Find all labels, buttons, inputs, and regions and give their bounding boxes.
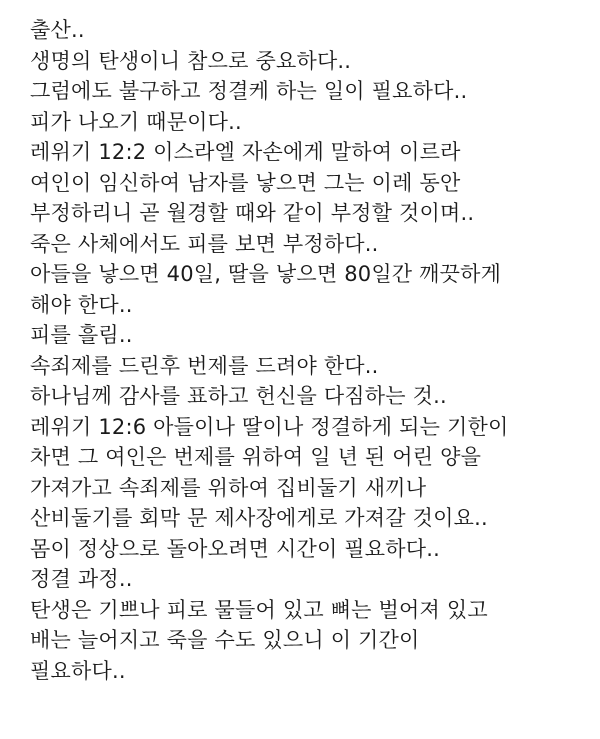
- text-line: 차면 그 여인은 번제를 위하여 일 년 된 어린 양을: [30, 445, 482, 469]
- text-body: [30, 15, 590, 686]
- text-line: 아들을 낳으면 40일, 딸을 낳으면 80일간 깨끗하게: [30, 262, 502, 286]
- text-line: 필요하다..: [30, 658, 126, 683]
- text-line: 가져가고 속죄제를 위하여 집비둘기 새끼나: [30, 475, 427, 500]
- text-line: 탄생은 기쁘나 피로 물들어 있고 뼈는 벌어져 있고: [30, 597, 488, 622]
- text-line: 여인이 임신하여 남자를 낳으면 그는 이레 동안: [30, 170, 461, 195]
- text-line: 피가 나오기 때문이다..: [30, 109, 242, 134]
- text-line: 배는 늘어지고 죽을 수도 있으니 이 기간이: [30, 628, 420, 652]
- text-line: 하나님께 감사를 표하고 헌신을 다짐하는 것..: [30, 384, 447, 408]
- text-line: 속죄제를 드린후 번제를 드려야 한다..: [30, 353, 379, 378]
- text-line: 출산..: [30, 18, 85, 42]
- text-line: 죽은 사체에서도 피를 보면 부정하다..: [30, 231, 379, 256]
- text-line: 생명의 탄생이니 참으로 중요하다..: [30, 48, 352, 73]
- text-line: 해야 한다..: [30, 292, 133, 317]
- text-line: 부정하리니 곧 월경할 때와 같이 부정할 것이며..: [30, 201, 475, 225]
- text-line: 그럼에도 불구하고 정결케 하는 일이 필요하다..: [30, 79, 468, 103]
- text-line: 산비둘기를 회막 문 제사장에게로 가져갈 것이요..: [30, 506, 488, 530]
- text-line: 몸이 정상으로 돌아오려면 시간이 필요하다..: [30, 536, 440, 561]
- text-line: 레위기 12:6 아들이나 딸이나 정결하게 되는 기한이: [30, 414, 509, 439]
- text-line: 레위기 12:2 이스라엘 자손에게 말하여 이르라: [30, 140, 461, 164]
- text-line: 정결 과정..: [30, 567, 133, 591]
- text-line: 피를 흘림..: [30, 323, 133, 347]
